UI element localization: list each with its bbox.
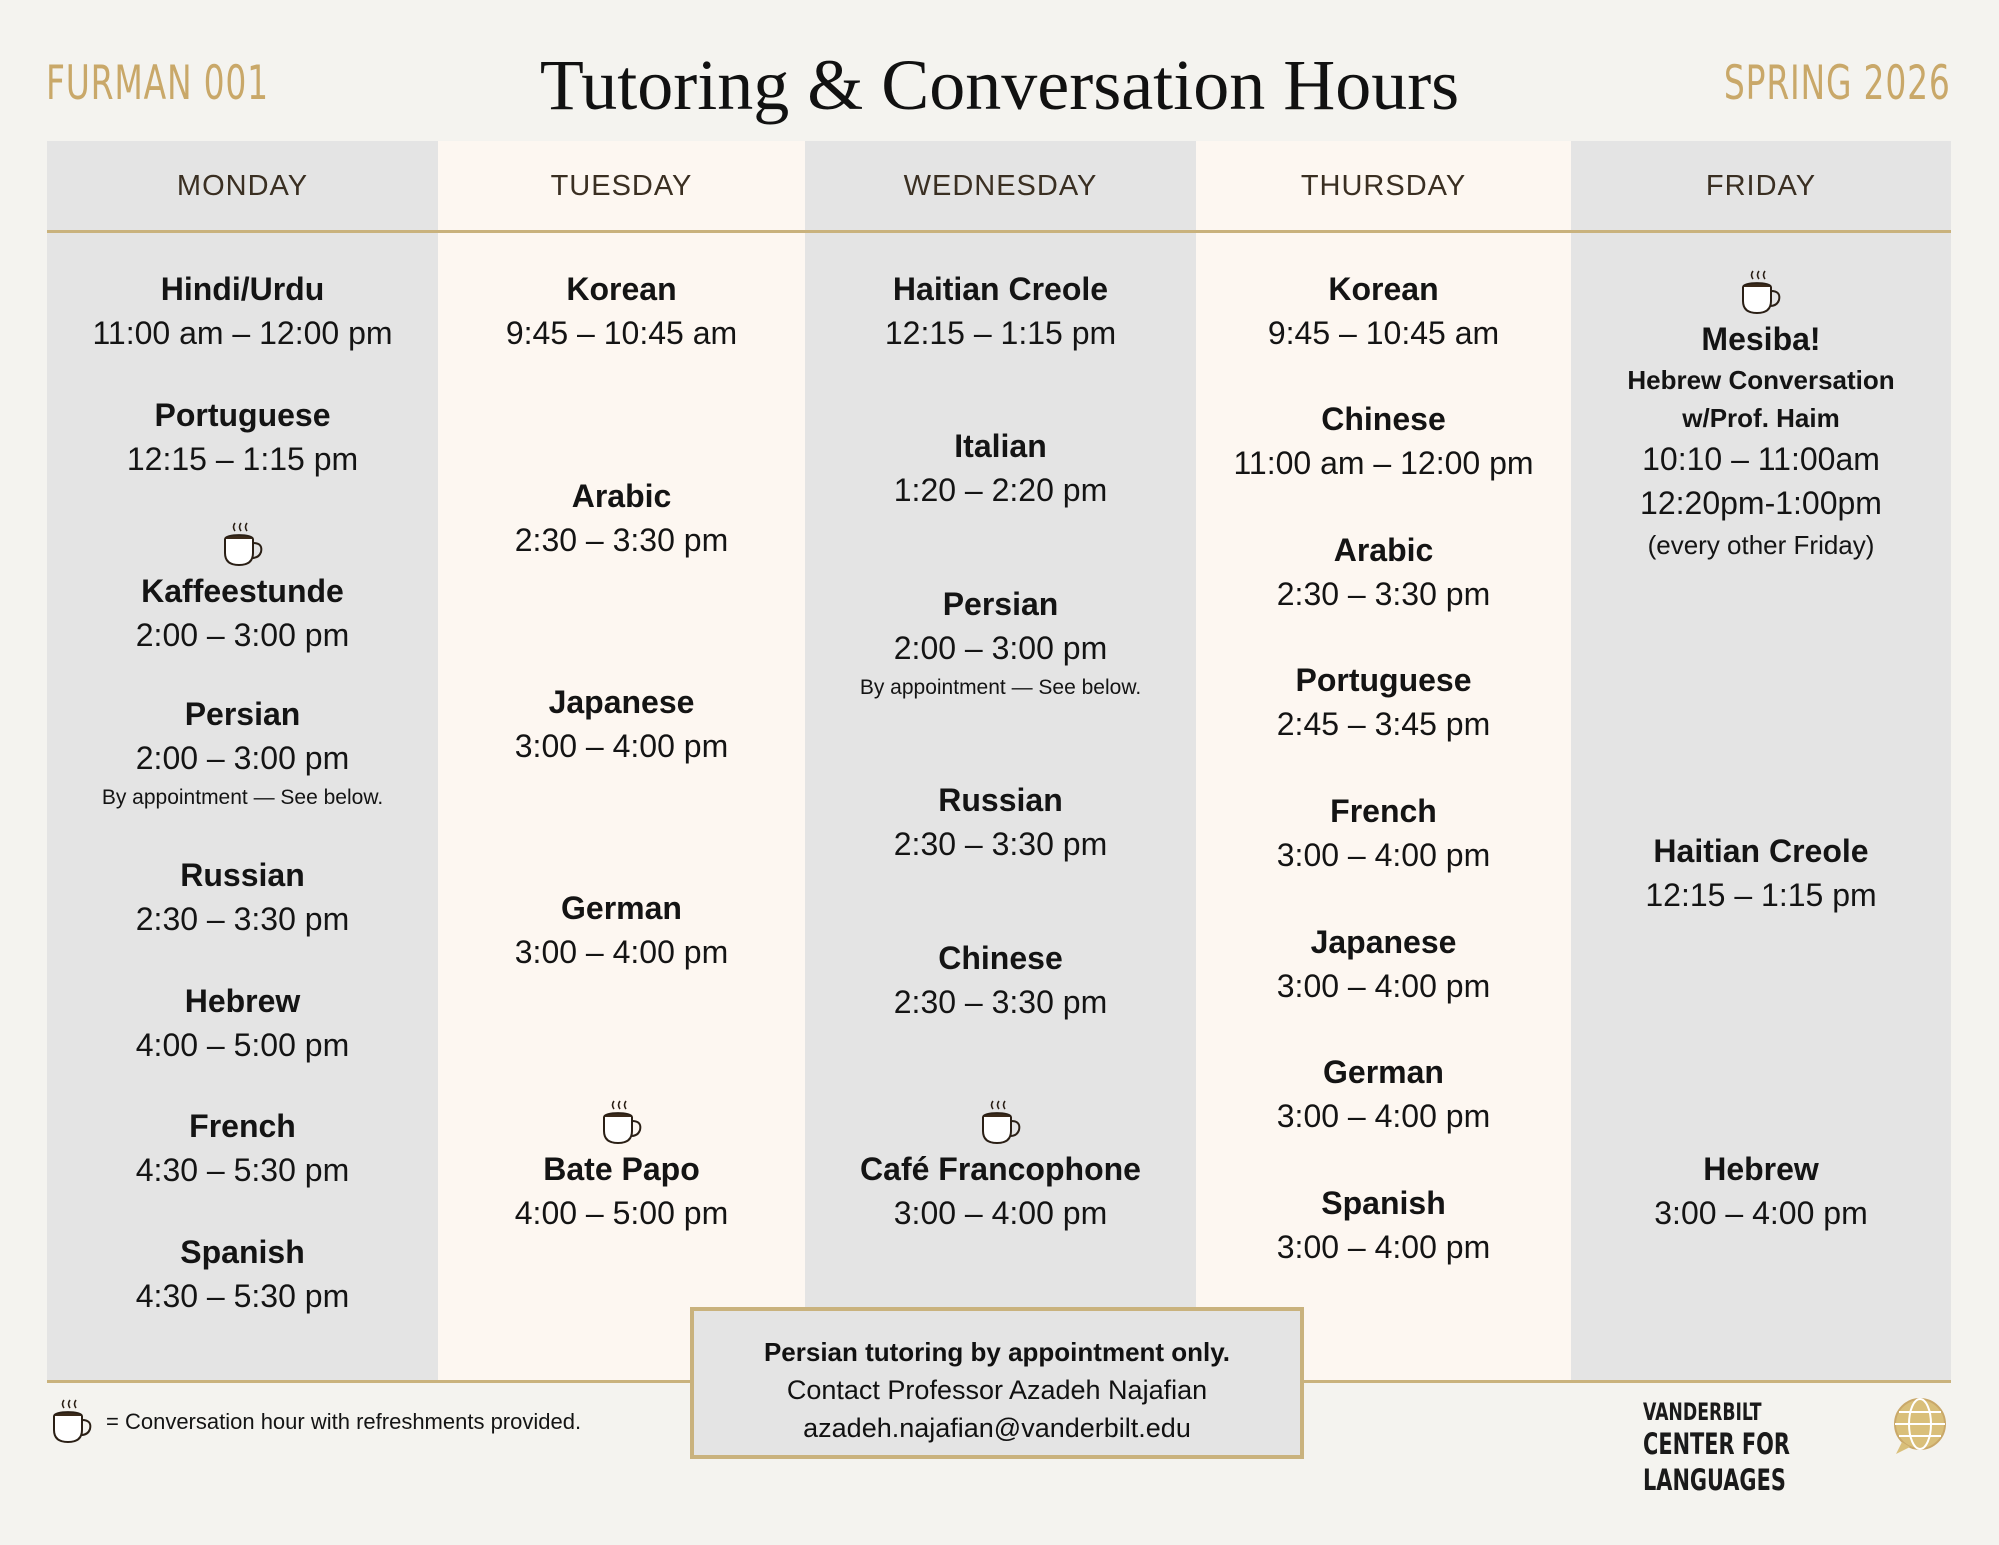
list-item [1196,397,1571,485]
list-item [1196,528,1571,616]
persian-box-heading: Persian tutoring by appointment only. [763,1337,1231,1367]
language-name: Persian [942,586,1059,622]
session-time: 11:00 am – 12:00 pm [1233,445,1534,481]
list-item [1571,1147,1951,1235]
language-name: Bate Papo [543,1151,700,1187]
session-time: 10:10 – 11:00am [1642,441,1880,477]
session-time: 3:00 – 4:00 pm [1276,1098,1491,1134]
session-time: 9:45 – 10:45 am [505,315,738,351]
session-time: 2:30 – 3:30 pm [514,522,729,558]
list-item [1196,920,1571,1008]
appointment-note: By appointment — See below. [859,676,1142,699]
list-item [438,680,805,768]
list-item [805,582,1196,704]
session-time: 2:00 – 3:00 pm [135,617,350,653]
list-item [805,424,1196,512]
session-time: 12:15 – 1:15 pm [126,441,359,477]
session-time: 4:00 – 5:00 pm [135,1027,350,1063]
session-time: 4:30 – 5:30 pm [135,1278,350,1314]
coffee-cup-icon [600,1099,644,1147]
session-time: 2:30 – 3:30 pm [1276,576,1491,612]
session-time: 3:00 – 4:00 pm [1276,1229,1491,1265]
language-name: Italian [954,428,1047,464]
frequency-note: (every other Friday) [1647,530,1875,560]
persian-contact-box [690,1307,1304,1459]
language-name: Chinese [938,940,1063,976]
list-item [47,393,438,481]
language-name: Japanese [548,684,695,720]
list-item [805,936,1196,1024]
list-item [1196,267,1571,355]
session-time: 4:00 – 5:00 pm [514,1195,729,1231]
coffee-cup-icon [50,1398,94,1446]
logo-line-1: VANDERBILT [1643,1398,1762,1426]
vanderbilt-logo [1643,1398,1999,1498]
list-item [438,474,805,562]
persian-box-contact: Contact Professor Azadeh Najafian [786,1375,1208,1405]
term-label: SPRING 2026 [1724,56,1951,111]
coffee-cup-icon [979,1099,1023,1147]
day-header-tuesday: TUESDAY [550,169,693,202]
language-name: Kaffeestunde [141,573,344,609]
language-name: Korean [566,271,677,307]
wednesday-column [805,141,1196,1381]
coffee-cup-icon [221,521,265,569]
list-item [1571,829,1951,917]
logo-wordmark [1643,1398,1928,1498]
list-item [805,778,1196,866]
language-name: Arabic [1333,532,1434,568]
list-item [1196,1050,1571,1138]
schedule-grid [47,141,1951,1381]
list-item [47,1104,438,1192]
list-item [438,267,805,355]
list-item [805,267,1196,355]
session-time: 9:45 – 10:45 am [1267,315,1500,351]
session-time: 1:20 – 2:20 pm [893,472,1108,508]
event-subtitle: Hebrew Conversation [1627,365,1895,395]
language-name: Russian [180,857,305,893]
day-header-thursday: THURSDAY [1300,169,1467,202]
list-item [47,521,438,657]
language-name: French [1330,793,1437,829]
header-divider [47,230,1951,233]
session-time: 3:00 – 4:00 pm [1276,968,1491,1004]
logo-line-2: CENTER FOR LANGUAGES [1643,1427,1790,1497]
list-item [1196,658,1571,746]
language-name: Korean [1328,271,1439,307]
list-item [438,886,805,974]
list-item [1196,1181,1571,1269]
session-time: 12:15 – 1:15 pm [1645,877,1877,913]
day-header-friday: FRIDAY [1705,169,1817,202]
language-name: Japanese [1310,924,1457,960]
page-title: Tutoring & Conversation Hours [539,45,1460,125]
persian-box-email[interactable]: azadeh.najafian@vanderbilt.edu [803,1413,1191,1443]
session-time: 2:30 – 3:30 pm [893,984,1108,1020]
language-name: Russian [938,782,1063,818]
list-item [47,853,438,941]
language-name: Spanish [1321,1185,1446,1221]
coffee-cup-icon [1739,269,1783,317]
language-name: Portuguese [1295,662,1472,698]
legend-text: = Conversation hour with refreshments provided. [106,1409,582,1434]
list-item [1571,269,1951,565]
session-time: 3:00 – 4:00 pm [514,728,729,764]
appointment-note: By appointment — See below. [101,786,384,809]
session-time: 2:00 – 3:00 pm [893,630,1108,666]
language-name: Hebrew [1703,1151,1819,1187]
language-name: Arabic [571,478,672,514]
language-name: Hindi/Urdu [160,271,325,307]
language-name: Haitian Creole [892,271,1109,307]
session-time: 3:00 – 4:00 pm [893,1195,1108,1231]
list-item [47,692,438,814]
session-time: 2:30 – 3:30 pm [893,826,1108,862]
language-name: German [1323,1054,1444,1090]
event-name: Mesiba! [1701,321,1821,357]
day-header-wednesday: WEDNESDAY [903,169,1098,202]
day-header-monday: MONDAY [176,169,309,202]
tuesday-column [438,141,805,1381]
session-time: 2:30 – 3:30 pm [135,901,350,937]
language-name: Spanish [180,1234,305,1270]
session-time: 2:00 – 3:00 pm [135,740,350,776]
session-time: 12:15 – 1:15 pm [884,315,1117,351]
language-name: Café Francophone [860,1151,1141,1187]
language-name: Portuguese [154,397,331,433]
list-item [805,1099,1196,1235]
language-name: German [561,890,682,926]
globe-speech-icon [1890,1396,1952,1458]
session-time: 3:00 – 4:00 pm [1654,1195,1868,1231]
session-time: 3:00 – 4:00 pm [1276,837,1491,873]
session-time: 3:00 – 4:00 pm [514,934,729,970]
event-host: w/Prof. Haim [1682,403,1840,433]
list-item [438,1099,805,1235]
language-name: French [189,1108,296,1144]
legend [50,1398,581,1446]
language-name: Haitian Creole [1653,833,1869,869]
session-time: 11:00 am – 12:00 pm [92,315,393,351]
language-name: Persian [184,696,301,732]
session-time: 12:20pm-1:00pm [1640,485,1882,521]
list-item [47,267,438,355]
language-name: Chinese [1321,401,1446,437]
list-item [47,979,438,1067]
friday-column [1571,141,1951,1381]
monday-column [47,141,438,1381]
session-time: 2:45 – 3:45 pm [1276,706,1491,742]
session-time: 4:30 – 5:30 pm [135,1152,350,1188]
language-name: Hebrew [184,983,301,1019]
location-label: FURMAN 001 [46,56,269,111]
list-item [1196,789,1571,877]
thursday-column [1196,141,1571,1381]
list-item [47,1230,438,1318]
